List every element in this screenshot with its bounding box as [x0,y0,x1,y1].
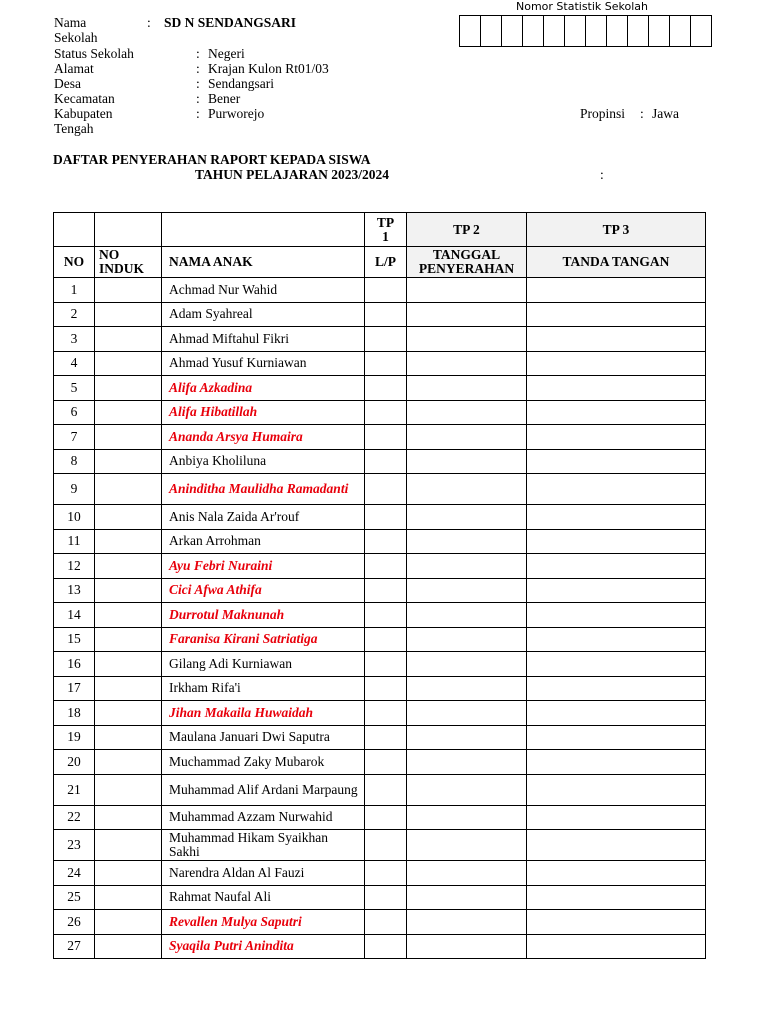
row-tanda-tangan[interactable] [527,449,706,474]
row-no: 21 [54,774,95,805]
nss-digit-box[interactable] [523,16,544,46]
row-lp[interactable] [365,627,407,652]
table-row [54,505,706,530]
row-no: 2 [54,302,95,327]
student-name: Ahmad Miftahul Fikri [169,330,289,346]
row-no-induk[interactable] [95,774,162,805]
student-name: Rahmat Naufal Ali [169,889,271,905]
table-row [54,529,706,554]
row-lp[interactable] [365,830,407,861]
kabupaten-colon: : [196,106,200,121]
row-lp[interactable] [365,554,407,579]
row-tanda-tangan[interactable] [527,327,706,352]
row-lp[interactable] [365,934,407,959]
row-nama-anak [162,474,365,505]
row-lp[interactable] [365,529,407,554]
nss-digit-box[interactable] [691,16,711,46]
student-name: Gilang Adi Kurniawan [169,655,292,671]
row-no-induk[interactable] [95,885,162,910]
row-lp[interactable] [365,474,407,505]
desa-value: Sendangsari [208,76,274,91]
row-nama-anak [162,885,365,910]
nss-digit-box[interactable] [481,16,502,46]
alamat-value: Krajan Kulon Rt01/03 [208,61,329,76]
row-nama-anak [162,627,365,652]
row-no: 5 [54,376,95,401]
table-row [54,351,706,376]
nama-sekolah-colon: : [147,15,151,30]
row-lp[interactable] [365,885,407,910]
row-tanda-tangan[interactable] [527,652,706,677]
row-lp[interactable] [365,578,407,603]
nss-digit-box[interactable] [544,16,565,46]
row-no: 18 [54,701,95,726]
kabupaten-label: Kabupaten [54,106,113,121]
row-no: 15 [54,627,95,652]
row-tanggal[interactable] [407,805,527,830]
row-tanda-tangan[interactable] [527,351,706,376]
row-tanda-tangan[interactable] [527,830,706,861]
kecamatan-value: Bener [208,91,241,106]
row-tanggal[interactable] [407,652,527,677]
row-lp[interactable] [365,449,407,474]
row-nama-anak [162,554,365,579]
row-no: 12 [54,554,95,579]
nss-label: Nomor Statistik Sekolah [516,0,649,13]
row-lp[interactable] [365,701,407,726]
row-tanggal[interactable] [407,505,527,530]
row-lp[interactable] [365,910,407,935]
row-tanggal[interactable] [407,554,527,579]
row-nama-anak [162,278,365,303]
row-no-induk[interactable] [95,701,162,726]
row-tanggal[interactable] [407,529,527,554]
header-lp: L/P [365,247,407,278]
kecamatan-label: Kecamatan [54,91,115,106]
row-no: 19 [54,725,95,750]
student-name: Faranisa Kirani Satriatiga [169,631,318,647]
row-no-induk[interactable] [95,400,162,425]
row-no: 22 [54,805,95,830]
nss-digit-box[interactable] [649,16,670,46]
table-row [54,449,706,474]
kecamatan-colon: : [196,91,200,106]
table-row [54,578,706,603]
row-nama-anak [162,805,365,830]
row-tanggal[interactable] [407,725,527,750]
row-lp[interactable] [365,652,407,677]
row-tanda-tangan[interactable] [527,529,706,554]
row-tanda-tangan[interactable] [527,474,706,505]
table-row [54,725,706,750]
row-nama-anak [162,774,365,805]
row-no-induk[interactable] [95,351,162,376]
row-tanggal[interactable] [407,327,527,352]
propinsi-colon: : [640,106,644,121]
row-nama-anak [162,603,365,628]
row-nama-anak [162,376,365,401]
row-nama-anak [162,302,365,327]
row-tanggal[interactable] [407,861,527,886]
row-no-induk[interactable] [95,554,162,579]
row-tanggal[interactable] [407,774,527,805]
row-no: 16 [54,652,95,677]
row-lp[interactable] [365,676,407,701]
student-name: Jihan Makaila Huwaidah [169,704,314,720]
table-row [54,910,706,935]
row-tanda-tangan[interactable] [527,725,706,750]
table-row [54,474,706,505]
student-name: Muhammad Azzam Nurwahid [169,809,333,825]
header-tp1: TP 1 [365,213,407,247]
row-lp[interactable] [365,750,407,775]
status-colon: : [196,46,200,61]
roster-table [53,212,706,959]
row-no: 3 [54,327,95,352]
row-tanda-tangan[interactable] [527,805,706,830]
row-tanggal[interactable] [407,376,527,401]
row-nama-anak [162,425,365,450]
table-row [54,278,706,303]
row-tanda-tangan[interactable] [527,934,706,959]
row-tanggal[interactable] [407,676,527,701]
propinsi-value-2: Tengah [54,121,94,136]
header-no-induk: NO INDUK [95,247,162,278]
student-name: Ayu Febri Nuraini [169,557,273,573]
row-tanggal[interactable] [407,278,527,303]
row-no: 24 [54,861,95,886]
row-nama-anak [162,327,365,352]
table-row [54,676,706,701]
row-no-induk[interactable] [95,529,162,554]
row-nama-anak [162,652,365,677]
row-tanggal[interactable] [407,449,527,474]
header-top-blank-no [54,213,95,247]
row-tanggal[interactable] [407,750,527,775]
table-row [54,774,706,805]
header-top-blank-induk [95,213,162,247]
propinsi-label: Propinsi [580,106,626,121]
row-lp[interactable] [365,278,407,303]
student-name: Cici Afwa Athifa [169,582,262,598]
row-tanggal[interactable] [407,934,527,959]
row-lp[interactable] [365,400,407,425]
row-no-induk[interactable] [95,805,162,830]
nss-digit-box[interactable] [586,16,607,46]
row-no-induk[interactable] [95,627,162,652]
row-no-induk[interactable] [95,376,162,401]
table-row [54,861,706,886]
row-no-induk[interactable] [95,861,162,886]
student-name: Narendra Aldan Al Fauzi [169,864,305,880]
student-name: Irkham Rifa'i [169,680,241,696]
table-row [54,934,706,959]
row-tanggal[interactable] [407,910,527,935]
table-row [54,302,706,327]
row-lp[interactable] [365,603,407,628]
student-name: Syaqila Putri Anindita [169,938,294,954]
header-nama-anak: NAMA ANAK [162,247,365,278]
header-tanda-tangan: TANDA TANGAN [527,247,706,278]
desa-colon: : [196,76,200,91]
row-no-induk[interactable] [95,603,162,628]
row-tanda-tangan[interactable] [527,278,706,303]
student-name: Maulana Januari Dwi Saputra [169,729,330,745]
nama-sekolah-label-1: Nama [54,15,87,30]
row-lp[interactable] [365,302,407,327]
desa-label: Desa [54,76,81,91]
row-tanda-tangan[interactable] [527,302,706,327]
row-tanggal[interactable] [407,400,527,425]
row-nama-anak [162,725,365,750]
student-name: Ahmad Yusuf Kurniawan [169,355,307,371]
row-tanda-tangan[interactable] [527,750,706,775]
student-name: Achmad Nur Wahid [169,281,278,297]
row-no-induk[interactable] [95,278,162,303]
table-row [54,425,706,450]
row-lp[interactable] [365,805,407,830]
header-row [54,247,706,278]
row-lp[interactable] [365,774,407,805]
row-no-induk[interactable] [95,750,162,775]
row-no-induk[interactable] [95,449,162,474]
nama-sekolah-label-2: Sekolah [54,30,98,45]
document-title: DAFTAR PENYERAHAN RAPORT KEPADA SISWA [53,152,371,167]
row-no: 1 [54,278,95,303]
roster-body [54,278,706,959]
row-no-induk[interactable] [95,830,162,861]
table-row [54,327,706,352]
student-name: Arkan Arrohman [169,533,261,549]
row-no: 17 [54,676,95,701]
row-no: 26 [54,910,95,935]
row-tanggal[interactable] [407,885,527,910]
row-no-induk[interactable] [95,327,162,352]
row-no: 23 [54,830,95,861]
table-row [54,885,706,910]
row-tanggal[interactable] [407,578,527,603]
nss-digit-box[interactable] [670,16,691,46]
row-no: 14 [54,603,95,628]
row-no: 11 [54,529,95,554]
row-no-induk[interactable] [95,676,162,701]
row-lp[interactable] [365,725,407,750]
propinsi-value-1: Jawa [652,106,679,121]
student-name: Durrotul Maknunah [169,606,285,622]
row-tanggal[interactable] [407,830,527,861]
row-no: 20 [54,750,95,775]
row-no: 13 [54,578,95,603]
row-no: 7 [54,425,95,450]
row-no: 8 [54,449,95,474]
table-row [54,750,706,775]
document-subtitle: TAHUN PELAJARAN 2023/2024 [195,167,390,182]
row-nama-anak [162,701,365,726]
row-nama-anak [162,676,365,701]
student-name: Revallen Mulya Saputri [169,913,302,929]
row-no: 9 [54,474,95,505]
student-name: Anbiya Kholiluna [169,453,267,469]
row-tanda-tangan[interactable] [527,554,706,579]
row-lp[interactable] [365,351,407,376]
student-name: Muhammad Hikam Syaikhan Sakhi [169,830,328,859]
table-row [54,652,706,677]
row-no-induk[interactable] [95,725,162,750]
header-top-blank-nama [162,213,365,247]
row-lp[interactable] [365,376,407,401]
row-nama-anak [162,351,365,376]
nss-boxes [459,15,712,47]
row-tanggal[interactable] [407,603,527,628]
header-tp2: TP 2 [407,213,527,247]
student-name: Anis Nala Zaida Ar'rouf [169,508,300,524]
row-no-induk[interactable] [95,425,162,450]
row-no-induk[interactable] [95,578,162,603]
row-nama-anak [162,449,365,474]
row-tanda-tangan[interactable] [527,425,706,450]
row-tanggal[interactable] [407,627,527,652]
row-no-induk[interactable] [95,910,162,935]
nama-sekolah-value: SD N SENDANGSARI [164,15,297,30]
row-tanggal[interactable] [407,302,527,327]
row-no: 4 [54,351,95,376]
row-nama-anak [162,529,365,554]
row-no: 10 [54,505,95,530]
row-no-induk[interactable] [95,474,162,505]
nss-digit-box[interactable] [460,16,481,46]
row-lp[interactable] [365,861,407,886]
table-row [54,701,706,726]
row-lp[interactable] [365,327,407,352]
row-tanda-tangan[interactable] [527,774,706,805]
row-tanda-tangan[interactable] [527,376,706,401]
row-tanggal[interactable] [407,474,527,505]
table-row [54,400,706,425]
table-row [54,627,706,652]
header-no: NO [54,247,95,278]
row-lp[interactable] [365,425,407,450]
row-nama-anak [162,750,365,775]
row-tanda-tangan[interactable] [527,910,706,935]
row-tanda-tangan[interactable] [527,885,706,910]
row-no: 27 [54,934,95,959]
row-tanda-tangan[interactable] [527,701,706,726]
row-no-induk[interactable] [95,505,162,530]
row-no: 6 [54,400,95,425]
student-name: Alifa Hibatillah [169,404,258,420]
row-nama-anak [162,910,365,935]
kabupaten-value: Purworejo [208,106,265,121]
row-nama-anak [162,578,365,603]
student-name: Ananda Arsya Humaira [169,428,303,444]
row-no: 25 [54,885,95,910]
row-nama-anak [162,400,365,425]
nss-digit-box[interactable] [628,16,649,46]
table-row [54,830,706,861]
table-row [54,805,706,830]
nss-digit-box[interactable] [565,16,586,46]
row-tanda-tangan[interactable] [527,676,706,701]
row-tanggal[interactable] [407,701,527,726]
row-no-induk[interactable] [95,302,162,327]
row-tanggal[interactable] [407,351,527,376]
alamat-colon: : [196,61,200,76]
row-tanda-tangan[interactable] [527,578,706,603]
nss-digit-box[interactable] [607,16,628,46]
header-tanggal: TANGGAL PENYERAHAN [407,247,527,278]
row-no-induk[interactable] [95,652,162,677]
table-row [54,376,706,401]
row-nama-anak [162,505,365,530]
title-trailing-colon: : [600,167,604,182]
header-tp3: TP 3 [527,213,706,247]
row-tanda-tangan[interactable] [527,400,706,425]
row-nama-anak [162,861,365,886]
row-tanda-tangan[interactable] [527,627,706,652]
row-tanda-tangan[interactable] [527,603,706,628]
row-no-induk[interactable] [95,934,162,959]
student-name: Adam Syahreal [169,306,253,322]
row-lp[interactable] [365,505,407,530]
row-tanda-tangan[interactable] [527,505,706,530]
header-row-top [54,213,706,247]
status-label: Status Sekolah [54,46,134,61]
row-tanggal[interactable] [407,425,527,450]
row-nama-anak [162,830,365,861]
nss-digit-box[interactable] [502,16,523,46]
table-row [54,603,706,628]
student-name: Muhammad Alif Ardani Marpaung [169,781,358,797]
student-name: Muchammad Zaky Mubarok [169,753,325,769]
row-tanda-tangan[interactable] [527,861,706,886]
row-nama-anak [162,934,365,959]
table-row [54,554,706,579]
status-value: Negeri [208,46,245,61]
alamat-label: Alamat [54,61,94,76]
student-name: Alifa Azkadina [169,379,253,395]
student-name: Aninditha Maulidha Ramadanti [169,481,349,496]
